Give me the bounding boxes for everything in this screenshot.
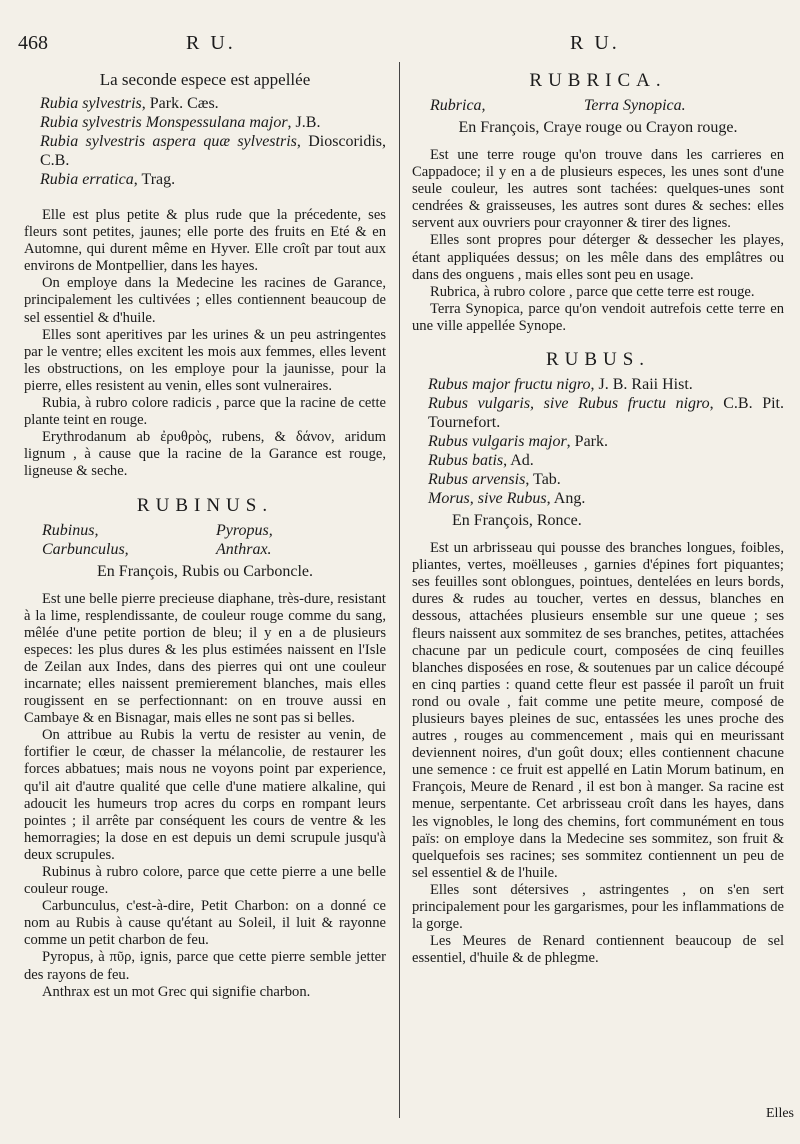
synonym-line: Rubus arvensis, Tab. — [428, 471, 561, 489]
page-number: 468 — [18, 32, 48, 54]
species-intro: La seconde espece est appellée — [99, 70, 311, 89]
synonym-item: Rubrica, — [430, 97, 486, 114]
synonym-item: Rubinus, — [42, 521, 99, 539]
paragraph: Est un arbrisseau qui pousse des branches longues, foibles, pliantes, vertes, moëlleuses , garnies d'épines fort piquantes; ses feuilles sont oblongues, pointues, dentelées en leurs bords, dures & rudes au toucher, vertes en dessus, blanches en dessous, attachées plusieurs ensemble sur une queue ; ses fleurs naissent aux sommitez de ses branches, petites, attachées chacune par un pedicule court, composées de cinq feuilles blanches disposées en rose, & soutenues par un calice découpé en cinq parties : quand cette fleur est passée il paroît un fruit rond ou ovale , fait comme une petite meure, composé de plusieurs bayes pleines de suc, entassées les unes proche des autres , rouges au commencement , mais qui en meurissant deviennent noires, d'un goût doux; elles contiennent chacune une semence : ce fruit est appellé en Latin Morum batinum, en François, Meure de Renard , il est bon à manger. Sa racine est menue, serpentante. Cet arbrisseau croît dans les hayes, dans les vignobles, le long des chemins, fort communément en tous païs: on employe dans la Medecine ses sommitez, son fruit & quelquefois ses racines; ses sommitez contiennent un peu de sel essentiel & de l'huile. — [412, 540, 784, 881]
french-name: En François, Ronce. — [452, 512, 582, 530]
synonym-line: Rubia sylvestris aspera quæ sylvestris, Dioscoridis, C.B. — [40, 133, 386, 169]
section-title-rubrica: RUBRICA. — [529, 70, 667, 91]
synonym-line: Rubia sylvestris Monspessulana major, J.B. — [40, 114, 321, 131]
synonym-line: Rubus vulgaris, sive Rubus fructu nigro, C.B. Pit. Tournefort. — [428, 395, 784, 432]
french-name: En François, Rubis ou Carboncle. — [97, 562, 313, 580]
synonym-item: Terra Synopica. — [584, 97, 686, 114]
rubinus-synonyms — [24, 521, 386, 559]
column-rule — [399, 62, 400, 1118]
running-head-left: R U. — [186, 32, 236, 54]
paragraph: Elles sont aperitives par les urines & un peu astringentes par le ventre; elles excitent les mois aux femmes, elles levent les obstructions, on les employe pour la jaunisse, pour la pierre, elles resistent au venin, elles sont vulneraires. — [24, 326, 386, 394]
paragraph: Carbunculus, c'est-à-dire, Petit Charbon: on a donné ce nom au Rubis à cause qu'étant au Soleil, il luit & rayonne comme un petit charbon de feu. — [24, 898, 386, 949]
paragraph: Rubinus à rubro colore, parce que cette pierre a une belle couleur rouge. — [24, 864, 386, 898]
paragraph: Est une belle pierre precieuse diaphane, très-dure, resistant à la lime, resplendissante, de couleur rouge comme du sang, mêlée d'une petite portion de bleu; il y en a de plusieurs especes: les plus dures & les plus estimées naissent en l'Isle de Zeilan aux Indes, dans des pierres qui ont une couleur incarnate; elles naissent premierement blanches, mais elles rougissent en se perfectionnant: on en trouve aussi en Cambaye & en Bisnagar, mais elles ne sont pas si belles. — [24, 590, 386, 727]
paragraph: Est une terre rouge qu'on trouve dans les carrieres en Cappadoce; il y en a de plusieurs especes, les unes sont d'une seule couleur, les autres sont tachées: quelques-unes sont cendrées & graisseuses, les autres sont dures & seches: elles servent aux ouvriers pour crayonner & tirer des lignes. — [412, 147, 784, 232]
synonym-line: Rubus batis, Ad. — [428, 452, 534, 470]
paragraph: Rubia, à rubro colore radicis , parce que la racine de cette plante teint en rouge. — [24, 395, 386, 429]
section-title-rubus: RUBUS. — [545, 349, 651, 371]
synonym-line: Rubia sylvestris, Park. Cæs. — [40, 95, 219, 112]
paragraph: Rubrica, à rubro colore , parce que cette terre est rouge. — [430, 283, 755, 300]
right-column — [412, 70, 784, 967]
french-name: En François, Craye rouge ou Crayon rouge. — [458, 119, 738, 136]
synonym-line: Rubia erratica, Trag. — [40, 171, 176, 188]
paragraph: Elle est plus petite & plus rude que la précedente, ses fleurs sont petites, jaunes; elle porte des fruits en Eté & en Automne, qui durent même en Hyver. Elle croît par tout aux environs de Montpellier, dans les hayes. — [24, 207, 386, 275]
paragraph: Les Meures de Renard contiennent beaucoup de sel essentiel, d'huile & de phlegme. — [412, 933, 784, 967]
synonym-list — [412, 375, 784, 508]
running-head-right: R U. — [570, 32, 620, 54]
paragraph: On employe dans la Medecine les racines de Garance, principalement les cultivées ; elles contiennent beaucoup de sel essentiel & d'huile. — [24, 275, 386, 326]
paragraph: Elles sont détersives , astringentes , on s'en sert principalement pour les gargarismes, pour les inflammations de la gorge. — [412, 881, 784, 933]
paragraph: Elles sont propres pour déterger & dessecher les playes, étant appliquées dessus; on les mêle dans des emplâtres ou dans des onguens , mais elles sont peu en usage. — [412, 232, 784, 283]
paragraph: Erythrodanum ab ἐρυθρὸς, rubens, & δάνον, aridum lignum , à cause que la racine de la Garance est rouge, ligneuse & seche. — [24, 429, 386, 480]
catchword: Elles — [766, 1106, 794, 1121]
rubrica-synonyms — [412, 96, 784, 115]
synonym-item: Anthrax. — [216, 540, 272, 558]
paragraph: Anthrax est un mot Grec qui signifie charbon. — [42, 983, 311, 1000]
synonym-line: Rubus vulgaris major, Park. — [428, 433, 608, 451]
paragraph: On attribue au Rubis la vertu de resister au venin, de fortifier le cœur, de chasser la mélancolie, de restaurer les forces abbatues; mais nous ne voyons point par experience, qu'il ait d'autre qualité que celle d'une matiere alkaline, qui adoucit les humeurs trop acres du corps en rompant leurs pointes ; il arrête par conséquent les cours de ventre & les hemorragies; la dose en est depuis un demi scrupule jusqu'à deux scrupules. — [24, 727, 386, 863]
section-title-rubinus: RUBINUS. — [136, 494, 274, 516]
paragraph: Terra Synopica, parce qu'on vendoit autrefois cette terre en une ville appellée Synope. — [412, 300, 784, 334]
synonym-item: Carbunculus, — [42, 540, 129, 558]
paragraph: Pyropus, à πῦρ, ignis, parce que cette pierre semble jetter des rayons de feu. — [24, 949, 386, 983]
synonym-line: Rubus major fructu nigro, J. B. Raii Hist. — [428, 376, 693, 394]
synonym-item: Pyropus, — [216, 521, 273, 539]
synonym-line: Morus, sive Rubus, Ang. — [428, 490, 586, 508]
synonym-list — [24, 94, 386, 189]
left-column — [24, 70, 386, 1001]
